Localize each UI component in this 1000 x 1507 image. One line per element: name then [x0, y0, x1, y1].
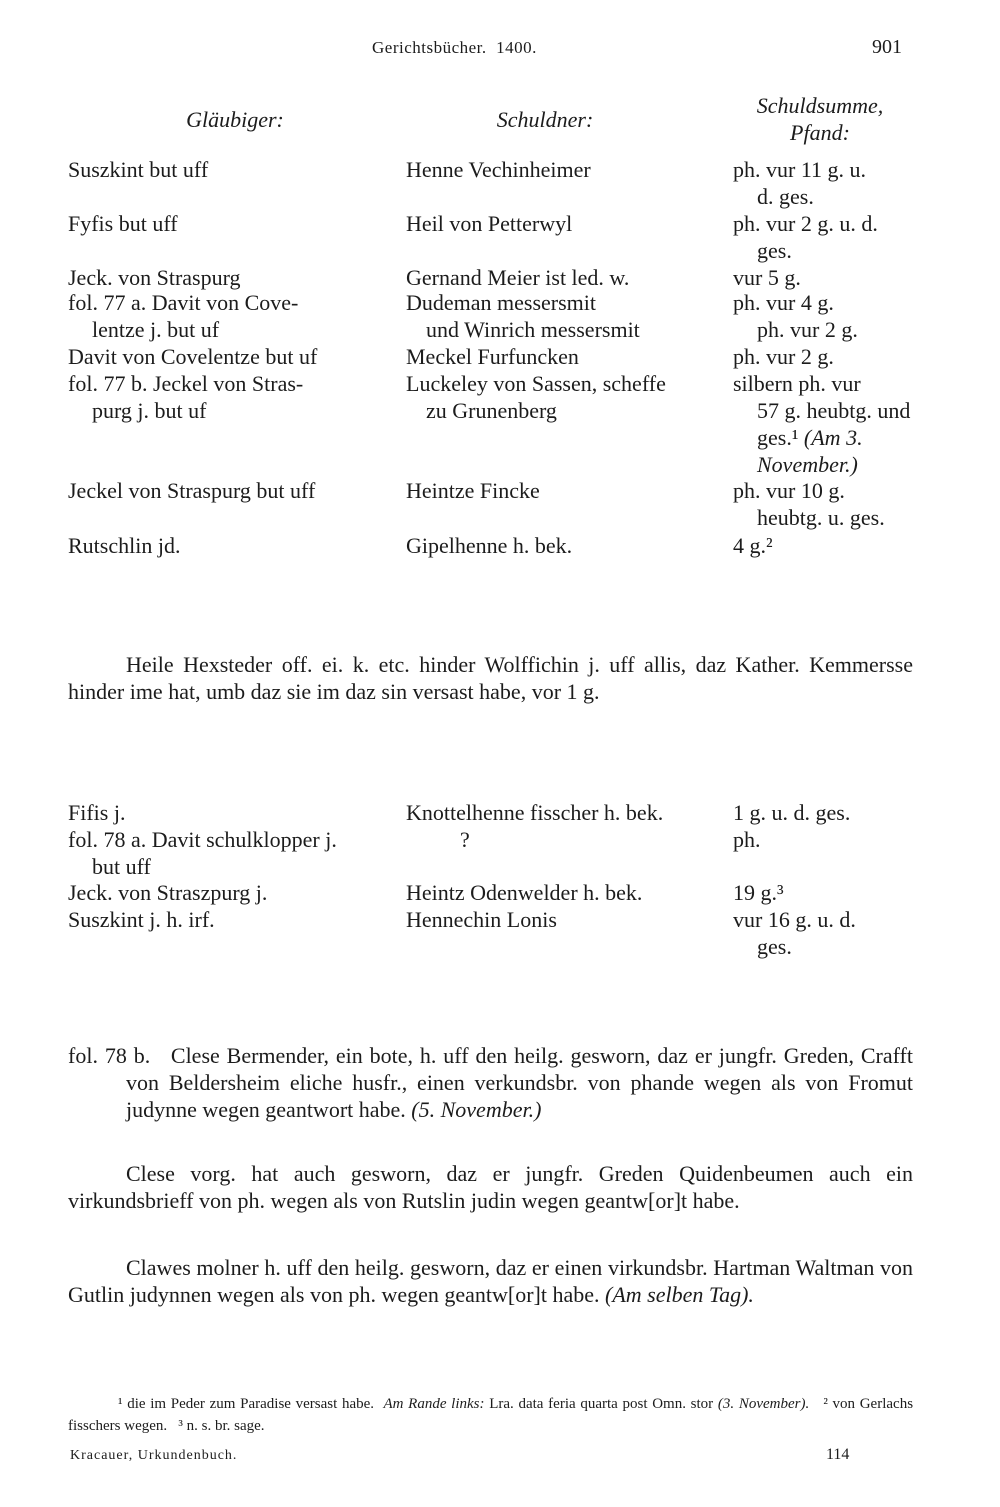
cell-line: fol. 77 a. Davit von Cove-	[68, 290, 299, 315]
table-cell-debtor	[406, 156, 591, 183]
table-cell-amount	[733, 210, 878, 264]
cell-line: fol. 78 a. Davit schulklopper j.	[68, 827, 337, 852]
table-cell-debtor	[406, 370, 666, 424]
header-year: 1400.	[496, 38, 537, 57]
cell-line: ph. vur 2 g.	[733, 344, 834, 369]
cell-line: Jeck. von Straspurg	[68, 265, 241, 290]
footnote-2: ² von Gerlachs fisschers wegen.	[68, 1396, 914, 1434]
table-cell-creditor	[68, 532, 180, 559]
paragraph3-date: (Am selben Tag).	[605, 1282, 754, 1307]
folio-label: fol. 78 b.	[68, 1043, 151, 1068]
running-title: Gerichtsbücher. 1400.	[372, 38, 537, 57]
table-cell-debtor	[406, 343, 579, 370]
table-cell-amount	[733, 826, 761, 853]
cell-line: purg j. but uf	[92, 398, 207, 423]
cell-line: Heintze Fincke	[406, 478, 540, 503]
table-cell-creditor	[68, 264, 241, 291]
cell-line: vur 5 g.	[733, 265, 801, 290]
footer-source: Kracauer, Urkundenbuch.	[70, 1448, 238, 1463]
cell-line: ph. vur 2 g.	[757, 317, 858, 342]
cell-line: ph.	[733, 827, 761, 852]
cell-line: Heintz Odenwelder h. bek.	[406, 880, 643, 905]
entry-fol-78b: fol. 78 b. Clese Bermender, ein bote, h. uff den heilg. gesworn, daz er jungfr. Greden, Crafft von Beldersheim eliche husfr., einen verkundsbr. von phande wegen als von Fromut judynne wegen geantwort habe. (5. November.)	[68, 1043, 914, 1122]
table-cell-creditor	[68, 906, 215, 933]
table-cell-debtor	[406, 264, 629, 291]
cell-line: but uff	[92, 854, 151, 879]
footnote-3: ³ n. s. br. sage.	[178, 1418, 265, 1434]
cell-line: silbern ph. vur	[733, 371, 861, 396]
cell-line: Jeckel von Straspurg but uff	[68, 478, 316, 503]
footnotes	[68, 1393, 913, 1437]
cell-line: d. ges.	[757, 184, 814, 209]
table-cell-debtor	[406, 289, 640, 343]
entry-date: (5. November.)	[411, 1097, 542, 1122]
cell-line: 19 g.³	[733, 880, 784, 905]
cell-line: zu Grunenberg	[426, 398, 557, 423]
table-cell-amount	[733, 799, 850, 826]
table-cell-debtor	[406, 799, 663, 826]
cell-line: ges.	[757, 238, 792, 263]
cell-line: heubtg. u. ges.	[757, 505, 885, 530]
footnote-1-margin-text: Lra. data feria quarta post Omn. stor	[489, 1396, 714, 1412]
cell-line: Jeck. von Straszpurg j.	[68, 880, 268, 905]
table-cell-amount	[733, 343, 834, 370]
cell-line: Gernand Meier ist led. w.	[406, 265, 630, 290]
cell-line: Henne Vechinheimer	[406, 157, 591, 182]
cell-line: 4 g.²	[733, 533, 773, 558]
cell-line: ph. vur 10 g.	[733, 478, 845, 503]
footer-sheet-number: 114	[826, 1446, 850, 1463]
table-cell-debtor	[406, 879, 642, 906]
cell-line: ?	[460, 827, 470, 852]
cell-line: Heil von Petterwyl	[406, 211, 573, 236]
table-cell-debtor	[406, 532, 572, 559]
cell-line: ph. vur 11 g. u.	[733, 157, 867, 182]
column-heading-debtor: Schuldner:	[496, 107, 594, 132]
cell-line: November.)	[757, 452, 858, 477]
table-cell-creditor	[68, 156, 208, 183]
footnote-1-margin-label: Am Rande links:	[383, 1396, 485, 1412]
cell-line: Luckeley von Sassen, scheffe	[406, 371, 666, 396]
cell-line: Suszkint j. h. irf.	[68, 907, 215, 932]
paragraph-clawes: Clawes molner h. uff den heilg. gesworn, daz er einen virkundsbr. Hartman Waltman von Gutlin judynnen wegen als von ph. wegen geantw[or]t habe. (Am selben Tag).	[68, 1255, 913, 1307]
cell-line: Suszkint but uff	[68, 157, 209, 182]
table-cell-creditor	[68, 826, 337, 880]
cell-line: 57 g. heubtg. und	[757, 398, 911, 423]
table-cell-debtor	[406, 477, 540, 504]
table-cell-amount	[733, 879, 784, 906]
cell-line: ph. vur 4 g.	[733, 290, 834, 315]
table-cell-amount	[733, 477, 885, 531]
table-cell-amount	[733, 264, 801, 291]
table-cell-debtor	[406, 906, 557, 933]
footnote-1: ¹ die im Peder zum Paradise versast habe.	[118, 1396, 375, 1412]
table-cell-creditor	[68, 343, 317, 370]
cell-line: 1 g. u. d. ges.	[733, 800, 851, 825]
cell-line: Davit von Covelentze but uf	[68, 344, 318, 369]
cell-line: Meckel Furfuncken	[406, 344, 579, 369]
table-cell-amount	[733, 906, 856, 960]
column-heading-amount: Schuldsumme, Pfand:	[756, 93, 884, 145]
paragraph-clese: Clese vorg. hat auch gesworn, daz er jungfr. Greden Quidenbeumen auch ein virkundsbrieff von ph. wegen als von Rutslin judin wegen geantw[or]t habe.	[68, 1161, 913, 1213]
page-number: 901	[872, 36, 902, 58]
cell-line: Fifis j.	[68, 800, 126, 825]
table-cell-amount	[733, 370, 910, 478]
table-cell-amount	[733, 156, 866, 210]
cell-line: Fyfis but uff	[68, 211, 178, 236]
cell-line: Dudeman messersmit	[406, 290, 597, 315]
column-heading-creditor: Gläubiger:	[186, 107, 284, 132]
cell-line: vur 16 g. u. d.	[733, 907, 856, 932]
table-cell-creditor	[68, 879, 267, 906]
table-cell-amount	[733, 289, 858, 343]
table-cell-creditor	[68, 210, 178, 237]
table-cell-amount	[733, 532, 773, 559]
cell-line: ges.¹ (Am 3.	[757, 425, 863, 450]
cell-line: und Winrich messersmit	[426, 317, 640, 342]
cell-line: Knottelhenne fisscher h. bek.	[406, 800, 664, 825]
table-cell-creditor	[68, 289, 298, 343]
table-cell-debtor	[406, 826, 470, 853]
paragraph-hexsteder: Heile Hexsteder off. ei. k. etc. hinder Wolffichin j. uff allis, daz Kather. Kemmersse hinder ime hat, umb daz sie im daz sin versast habe, vor 1 g.	[68, 652, 913, 704]
table-cell-creditor	[68, 799, 125, 826]
cell-line: ph. vur 2 g. u. d.	[733, 211, 878, 236]
cell-line: fol. 77 b. Jeckel von Stras-	[68, 371, 304, 396]
table-cell-creditor	[68, 477, 315, 504]
table-cell-creditor	[68, 370, 303, 424]
cell-line: Rutschlin jd.	[68, 533, 181, 558]
cell-line: ges.	[757, 934, 792, 959]
cell-line: lentze j. but uf	[92, 317, 220, 342]
cell-line: Gipelhenne h. bek.	[406, 533, 573, 558]
footnote-1-date: (3. November).	[717, 1396, 810, 1412]
table-cell-debtor	[406, 210, 572, 237]
cell-line: Hennechin Lonis	[406, 907, 557, 932]
